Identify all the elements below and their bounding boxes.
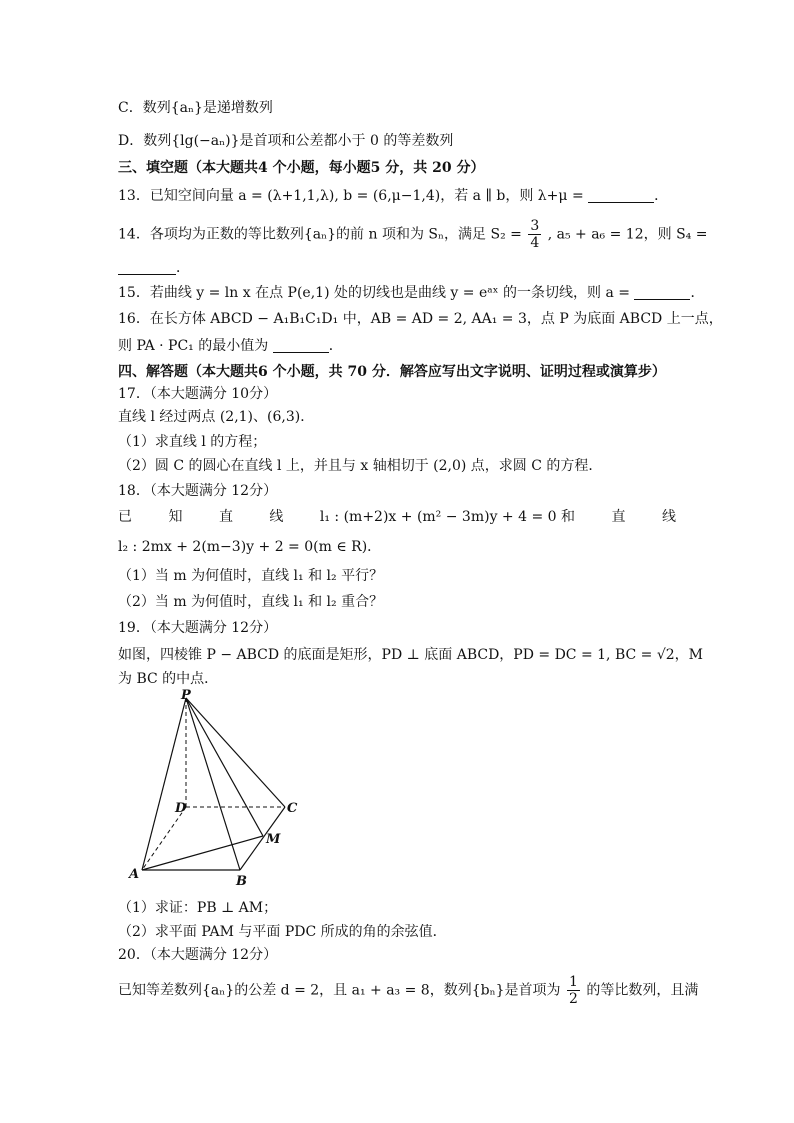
question-18-heading: 18．（本大题满分 12分） (118, 483, 278, 499)
vertex-label-d: D (175, 801, 187, 816)
option-d: D．数列{lg(−aₙ)}是首项和公差都小于 0 的等差数列 (118, 133, 454, 149)
edge-pc (186, 698, 285, 807)
question-15: 15．若曲线 y = ln x 在点 P(e,1) 处的切线也是曲线 y = eᵃˣ 的一条切线，则 a = ． (118, 285, 705, 301)
section-3-heading: 三、填空题（本大题共4 个小题，每小题5 分，共 20 分） (118, 160, 485, 176)
fraction-one-half (567, 974, 580, 1007)
edge-pm (186, 698, 263, 836)
vertex-label-a: A (129, 867, 140, 882)
question-14-text-2: , a₅ + a₆ = 12，则 S₄ = (547, 226, 708, 243)
question-18-part-1: （1）当 m 为何值时，直线 l₁ 和 l₂ 平行？ (118, 568, 384, 584)
justified-char: 直 (218, 509, 233, 525)
edge-pa (142, 698, 186, 870)
question-16-line-1: 16．在长方体 ABCD − A₁B₁C₁D₁ 中，AB = AD = 2, AA₁ = 3，点 P 为底面 ABCD 上一点， (118, 311, 723, 327)
question-13: 13．已知空间向量 a = (λ+1,1,λ), b = (6,μ−1,4)，若 a ∥ b，则 λ+μ = ． (118, 188, 669, 204)
fraction-numerator: 1 (569, 974, 578, 990)
pyramid-figure (128, 688, 308, 888)
question-17-heading: 17．（本大题满分 10分） (118, 386, 278, 402)
fraction-numerator: 3 (530, 218, 540, 234)
fraction-three-quarters (528, 218, 541, 251)
fraction-denominator: 2 (569, 991, 578, 1007)
fraction-denominator: 4 (530, 235, 540, 251)
justified-char: 知 (168, 509, 183, 525)
question-13-text: 13．已知空间向量 a = (λ+1,1,λ), b = (6,μ−1,4)，若 a ∥ b，则 λ+μ = (118, 188, 584, 204)
edge-da-hidden (142, 807, 186, 870)
section-4-heading: 四、解答题（本大题共6 个小题，共 70 分．解答应写出文字说明、证明过程或演算步） (118, 364, 666, 380)
question-20-heading: 20．（本大题满分 12分） (118, 947, 278, 963)
question-14-answer-line: ． (118, 258, 190, 278)
question-20-stem (118, 974, 698, 1007)
justified-char: 线 (269, 509, 284, 525)
vertex-label-p: P (181, 688, 191, 703)
question-17-stem: 直线 l 经过两点 (2,1)、(6,3)． (118, 409, 315, 425)
answer-blank (588, 188, 654, 203)
justified-char: 直 (611, 509, 626, 525)
answer-blank (634, 285, 690, 300)
question-18-stem-line-1 (118, 507, 676, 527)
question-19-part-2: （2）求平面 PAM 与平面 PDC 所成的角的余弦值． (118, 924, 447, 940)
justified-char: 线 (661, 509, 676, 525)
question-19-heading: 19．（本大题满分 12分） (118, 620, 278, 636)
question-14 (118, 218, 707, 251)
answer-blank (118, 260, 176, 275)
question-16-line-2: 则 PA · PC₁ 的最小值为 ． (118, 338, 343, 354)
question-18-part-2: （2）当 m 为何值时，直线 l₁ 和 l₂ 重合？ (118, 594, 384, 610)
question-17-part-1: （1）求直线 l 的方程； (118, 434, 267, 450)
question-17-part-2: （2）圆 C 的圆心在直线 l 上，并且与 x 轴相切于 (2,0) 点，求圆 C 的方程． (118, 458, 603, 474)
answer-blank (273, 338, 329, 353)
justified-char: 已 (118, 509, 132, 525)
question-19-stem-line-1: 如图，四棱锥 P − ABCD 的底面是矩形，PD ⊥ 底面 ABCD，PD = DC = 1, BC = √2，M (118, 647, 704, 663)
vertex-label-m: M (266, 832, 281, 847)
question-14-text: 14．各项均为正数的等比数列{aₙ}的前 n 项和为 Sₙ，满足 S₂ = (118, 226, 522, 243)
option-c: C．数列{aₙ}是递增数列 (118, 100, 273, 116)
vertex-label-c: C (287, 801, 298, 816)
question-19-stem-line-2: 为 BC 的中点． (118, 671, 219, 687)
question-20-text: 已知等差数列{aₙ}的公差 d = 2，且 a₁ + a₃ = 8，数列{bₙ}是首项为 (118, 982, 561, 999)
question-18-stem-line-2: l₂ : 2mx + 2(m−3)y + 2 = 0(m ∈ R)． (118, 539, 382, 555)
question-19-part-1: （1）求证：PB ⊥ AM； (118, 900, 278, 916)
question-16-text: 则 PA · PC₁ 的最小值为 (118, 338, 269, 354)
question-20-text-2: 的等比数列，且满 (586, 982, 699, 999)
question-15-text: 15．若曲线 y = ln x 在点 P(e,1) 处的切线也是曲线 y = eᵃˣ 的一条切线，则 a = (118, 285, 631, 301)
vertex-label-b: B (236, 874, 247, 888)
segment-am (142, 836, 263, 870)
line-l1-equation: l₁ : (m+2)x + (m² − 3m)y + 4 = 0 和 (319, 509, 576, 525)
